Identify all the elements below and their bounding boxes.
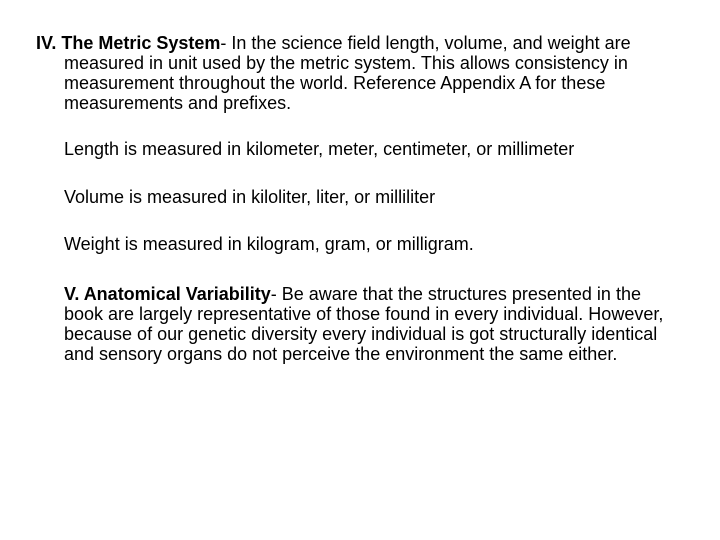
volume-units-line: Volume is measured in kiloliter, liter, or milliliter bbox=[64, 187, 436, 207]
section-iv-paragraph bbox=[36, 33, 704, 113]
weight-units-line: Weight is measured in kilogram, gram, or milligram. bbox=[64, 234, 474, 254]
length-units-line: Length is measured in kilometer, meter, centimeter, or millimeter bbox=[64, 139, 575, 159]
section-v-body: - Be aware that the structures presented in the book are largely representative of those found in every individual. However, because of our genetic diversity every individual is got structurally identical and sensory organs do not perceive the environment the same either. bbox=[64, 284, 664, 364]
section-iv-heading: IV. The Metric System bbox=[36, 33, 221, 53]
section-v-paragraph bbox=[64, 284, 674, 364]
section-v-heading: V. Anatomical Variability bbox=[64, 284, 271, 304]
section-iv-body: - In the science field length, volume, and weight are measured in unit used by the metric system. This allows consistency in measurement throughout the world. Reference Appendix A for these measurements and prefixes. bbox=[64, 33, 631, 113]
